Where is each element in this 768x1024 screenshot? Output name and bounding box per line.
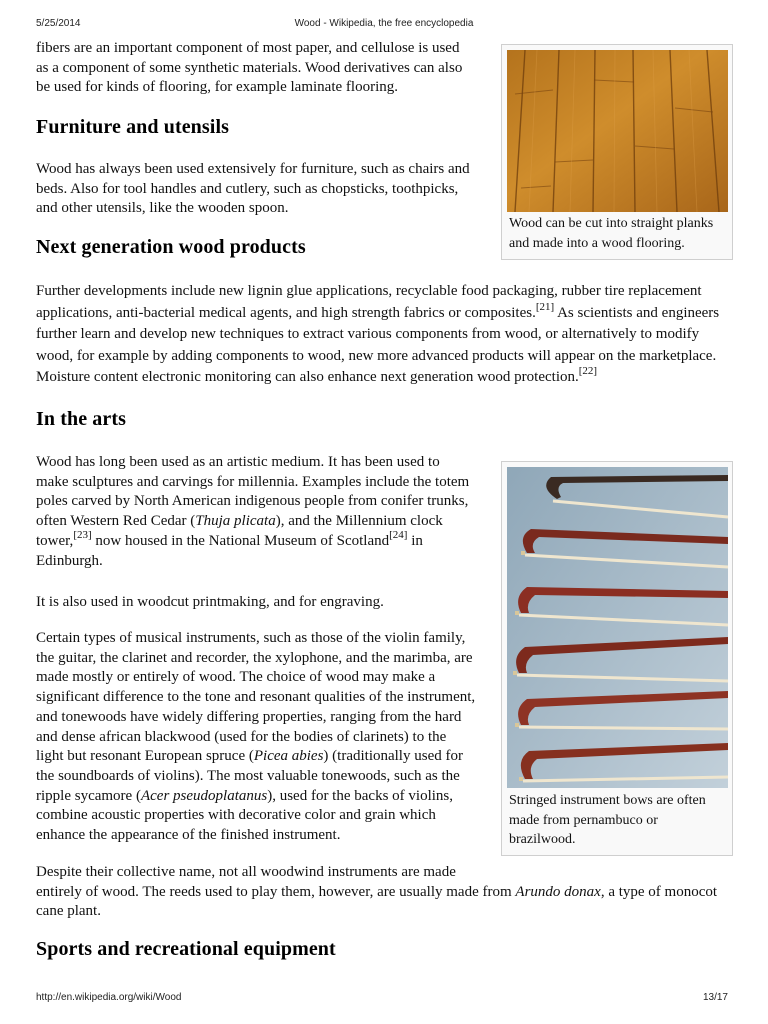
- citation-21[interactable]: [21]: [535, 300, 555, 313]
- intro-paragraph: fibers are an important component of most paper, and cellulose is used as a component of some synthetic materials. Wood derivatives can also be used for kinds of flooring, for example laminate flooring.: [36, 40, 463, 96]
- print-page-number: 13/17: [702, 992, 728, 1003]
- next-gen-paragraph: Further developments include new lignin glue applications, recyclable food packaging, rubber tire replacement applications, anti-bacterial medical agents, and high strength fabrics or composites.[21] As scientists and engineers further learn and develop new techniques to extract various components from wood, or alternatively to modify wood, for example by adding components to wood, new more advanced products will appear on the marketplace. Moisture content electronic monitoring can also enhance next generation wood protection.[22]: [36, 283, 720, 385]
- figure-wood-flooring: [501, 44, 733, 260]
- print-url: http://en.wikipedia.org/wiki/Wood: [36, 992, 182, 1003]
- figure-caption: Stringed instrument bows are often made from pernambuco or brazilwood.: [509, 793, 706, 847]
- figure-caption: Wood can be cut into straight planks and made into a wood flooring.: [509, 216, 714, 251]
- wood-flooring-image[interactable]: [507, 50, 728, 212]
- print-page-title: Wood - Wikipedia, the free encyclopedia: [294, 18, 474, 29]
- arts-paragraph-2: It is also used in woodcut printmaking, and for engraving.: [36, 594, 384, 610]
- arts-paragraph-3: Certain types of musical instruments, such as those of the violin family, the guitar, the clarinet and recorder, the xylophone, and the marimba, are made mostly or entirely of wood. The choice of wood may make a significant difference to the tone and resonant qualities of the instrument, and tonewoods have widely differing properties, ranging from the hard and dense african blackwood (used for the bodies of clarinets) to the light but resonant European spruce (Picea abies) (traditionally used for the soundboards of violins). The most valuable tonewoods, such as the ripple sycamore (Acer pseudoplatanus), used for the backs of violins, combine acoustic properties with decorative color and grain which enhance the appearance of the finished instrument.: [36, 630, 476, 844]
- section-heading-in-the-arts: In the arts: [36, 408, 126, 430]
- citation-22[interactable]: [22]: [578, 365, 598, 377]
- figure-instrument-bows: [501, 461, 733, 856]
- print-date: 5/25/2014: [36, 18, 81, 29]
- furniture-paragraph: Wood has always been used extensively for furniture, such as chairs and beds. Also for tool handles and cutlery, such as chopsticks, toothpicks, and other utensils, like the wooden spoon.: [36, 161, 470, 217]
- section-heading-furniture: Furniture and utensils: [36, 116, 229, 138]
- arts-paragraph-4: Despite their collective name, not all woodwind instruments are made entirely of wood. The reeds used to play them, however, are usually made from Arundo donax, a type of monocot cane plant.: [36, 864, 718, 920]
- section-heading-sports: Sports and recreational equipment: [36, 938, 336, 960]
- citation-24[interactable]: [24]: [389, 528, 408, 541]
- arts-paragraph-1: Wood has long been used as an artistic medium. It has been used to make sculptures and carvings for millennia. Examples include the totem poles carved by North American indigenous people from conifer trunks, often Western Red Cedar (Thuja plicata), and the Millennium clock tower,[23] now housed in the National Museum of Scotland[24] in Edinburgh.: [36, 454, 470, 569]
- instrument-bows-image[interactable]: [507, 467, 728, 788]
- citation-23[interactable]: [23]: [73, 528, 92, 541]
- section-heading-next-generation: Next generation wood products: [36, 236, 306, 258]
